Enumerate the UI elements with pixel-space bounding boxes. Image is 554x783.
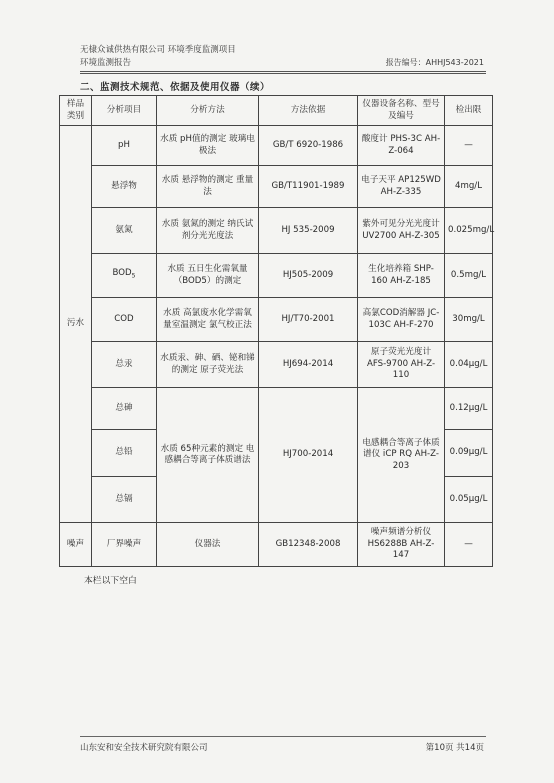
limit-cell: 0.5mg/L (445, 254, 493, 298)
method-cell: 水质 氨氮的测定 纳氏试剂分光光度法 (157, 208, 259, 254)
limit-cell: — (445, 126, 493, 166)
limit-cell: 0.09μg/L (445, 430, 493, 477)
footer-company: 山东安和安全技术研究院有限公司 (80, 743, 208, 753)
item-text: BOD (112, 268, 132, 279)
method-table (59, 95, 493, 567)
item-cell: 总砷 (92, 388, 157, 430)
method-cell: 水质 五日生化需氧量（BOD5）的测定 (157, 254, 259, 298)
method-cell: 水质汞、砷、硒、铋和锑的测定 原子荧光法 (157, 342, 259, 388)
basis-cell: GB/T 6920-1986 (259, 126, 358, 166)
header-cell-category: 样品类别 (60, 96, 92, 126)
category-cell-water: 污水 (60, 126, 92, 523)
table-row (60, 342, 493, 388)
limit-cell: 0.12μg/L (445, 388, 493, 430)
item-cell: 悬浮物 (92, 166, 157, 208)
item-cell: 总汞 (92, 342, 157, 388)
table-row (60, 388, 493, 430)
limit-cell: 4mg/L (445, 166, 493, 208)
header-cell-method: 分析方法 (157, 96, 259, 126)
basis-cell: HJ 535-2009 (259, 208, 358, 254)
footer-divider (80, 736, 486, 737)
table-header-row (60, 96, 493, 126)
limit-cell: 0.05μg/L (445, 477, 493, 523)
limit-cell: 30mg/L (445, 298, 493, 342)
item-cell: 氨氮 (92, 208, 157, 254)
method-cell: 水质 65种元素的测定 电感耦合等离子体质谱法 (157, 388, 259, 523)
basis-cell: GB/T11901-1989 (259, 166, 358, 208)
instrument-cell: 电子天平 AP125WD AH-Z-335 (358, 166, 445, 208)
instrument-cell: 生化培养箱 SHP-160 AH-Z-185 (358, 254, 445, 298)
header-divider (80, 71, 486, 72)
limit-cell: — (445, 523, 493, 567)
basis-cell: GB12348-2008 (259, 523, 358, 567)
table-row (60, 523, 493, 567)
table-row (60, 254, 493, 298)
header-divider-double (80, 73, 486, 74)
header-cell-instrument: 仪器设备名称、型号及编号 (358, 96, 445, 126)
item-cell (92, 254, 157, 298)
report-header (80, 44, 236, 70)
instrument-cell: 电感耦合等离子体质谱仪 iCP RQ AH-Z-203 (358, 388, 445, 523)
header-cell-limit: 检出限 (445, 96, 493, 126)
method-cell: 水质 高氯废水化学需氧量室温测定 氯气校正法 (157, 298, 259, 342)
method-cell: 水质 悬浮物的测定 重量法 (157, 166, 259, 208)
item-subscript: 5 (131, 273, 136, 281)
table-row (60, 298, 493, 342)
category-cell-noise: 噪声 (60, 523, 92, 567)
instrument-cell: 紫外可见分光光度计 UV2700 AH-Z-305 (358, 208, 445, 254)
basis-cell: HJ505-2009 (259, 254, 358, 298)
basis-cell: HJ694-2014 (259, 342, 358, 388)
instrument-cell: 高氯COD消解器 JC-103C AH-F-270 (358, 298, 445, 342)
item-cell: pH (92, 126, 157, 166)
section-title: 二、监测技术规范、依据及使用仪器（续） (80, 82, 271, 93)
instrument-cell: 噪声频谱分析仪 HS6288B AH-Z-147 (358, 523, 445, 567)
table-row (60, 208, 493, 254)
report-number: 报告编号：AHHJ543-2021 (385, 58, 484, 67)
limit-cell: 0.025mg/L (445, 208, 493, 254)
table-row (60, 166, 493, 208)
instrument-cell: 酸度计 PHS-3C AH-Z-064 (358, 126, 445, 166)
method-cell: 仪器法 (157, 523, 259, 567)
instrument-cell: 原子荧光光度计 AFS-9700 AH-Z-110 (358, 342, 445, 388)
item-cell: COD (92, 298, 157, 342)
item-cell: 厂界噪声 (92, 523, 157, 567)
blank-note: 本栏以下空白 (84, 576, 137, 586)
footer-page-number: 第10页 共14页 (425, 743, 484, 753)
header-cell-basis: 方法依据 (259, 96, 358, 126)
header-project-title: 无棣众诚供热有限公司 环境季度监测项目 (80, 45, 236, 55)
basis-cell: HJ/T70-2001 (259, 298, 358, 342)
basis-cell: HJ700-2014 (259, 388, 358, 523)
item-cell: 总铅 (92, 430, 157, 477)
item-cell: 总镉 (92, 477, 157, 523)
header-cell-item: 分析项目 (92, 96, 157, 126)
method-cell: 水质 pH值的测定 玻璃电极法 (157, 126, 259, 166)
limit-cell: 0.04μg/L (445, 342, 493, 388)
table-row (60, 126, 493, 166)
header-report-type: 环境监测报告 (80, 58, 132, 68)
